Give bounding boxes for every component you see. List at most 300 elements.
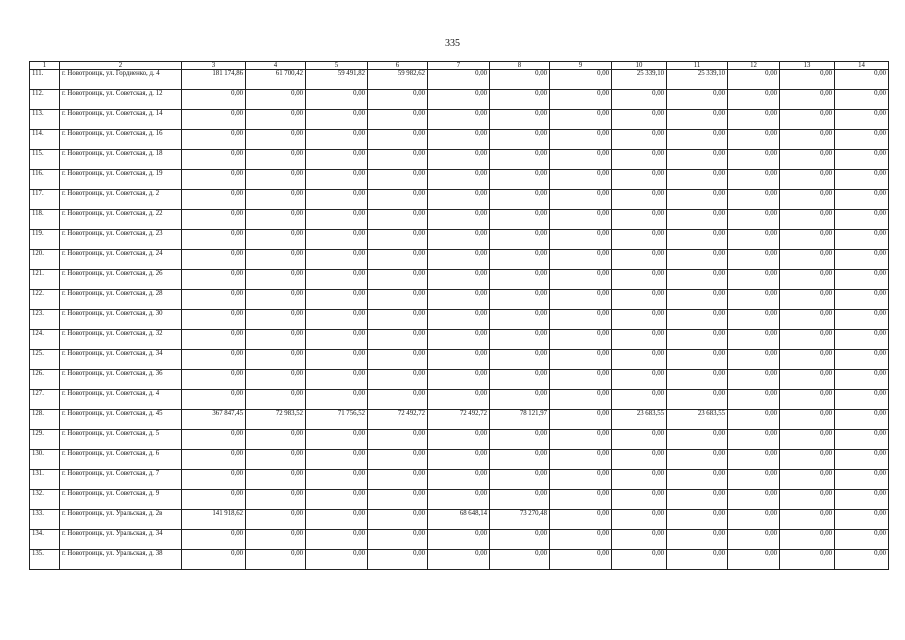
amount-cell: 0,00 — [428, 70, 490, 90]
amount-cell: 0,00 — [306, 310, 368, 330]
amount-cell: 0,00 — [667, 170, 728, 190]
amount-cell: 0,00 — [612, 310, 667, 330]
amount-cell: 0,00 — [368, 390, 428, 410]
amount-cell: 0,00 — [368, 130, 428, 150]
amount-cell: 0,00 — [780, 130, 835, 150]
amount-cell: 0,00 — [835, 290, 889, 310]
amount-cell: 0,00 — [780, 530, 835, 550]
amount-cell: 0,00 — [246, 330, 306, 350]
address-cell: г. Новотроицк, ул. Советская, д. 30 — [60, 310, 182, 330]
amount-cell: 0,00 — [182, 470, 246, 490]
amount-cell: 0,00 — [306, 210, 368, 230]
amount-cell: 0,00 — [667, 310, 728, 330]
table-row — [30, 130, 889, 150]
table-row — [30, 110, 889, 130]
amount-cell: 0,00 — [835, 430, 889, 450]
amount-cell: 181 174,86 — [182, 70, 246, 90]
amount-cell: 0,00 — [612, 510, 667, 530]
row-number-cell: 122. — [30, 290, 60, 310]
amount-cell: 0,00 — [612, 290, 667, 310]
amount-cell: 0,00 — [246, 190, 306, 210]
amount-cell: 0,00 — [780, 250, 835, 270]
amount-cell: 0,00 — [780, 270, 835, 290]
amount-cell: 0,00 — [728, 410, 780, 430]
amount-cell: 0,00 — [667, 330, 728, 350]
amount-cell: 0,00 — [728, 210, 780, 230]
row-number-cell: 126. — [30, 370, 60, 390]
table-row — [30, 210, 889, 230]
amount-cell: 0,00 — [428, 290, 490, 310]
amount-cell: 0,00 — [667, 370, 728, 390]
amount-cell: 0,00 — [550, 110, 612, 130]
amount-cell: 0,00 — [612, 350, 667, 370]
address-cell: г. Новотроицк, ул. Советская, д. 32 — [60, 330, 182, 350]
amount-cell: 0,00 — [490, 290, 550, 310]
amount-cell: 0,00 — [612, 90, 667, 110]
amount-cell: 23 683,55 — [667, 410, 728, 430]
row-number-cell: 131. — [30, 470, 60, 490]
amount-cell: 0,00 — [490, 350, 550, 370]
amount-cell: 0,00 — [835, 270, 889, 290]
row-number-cell: 115. — [30, 150, 60, 170]
amount-cell: 0,00 — [780, 350, 835, 370]
amount-cell: 0,00 — [667, 90, 728, 110]
amount-cell: 0,00 — [612, 330, 667, 350]
amount-cell: 0,00 — [667, 130, 728, 150]
amount-cell: 0,00 — [550, 90, 612, 110]
amount-cell: 0,00 — [428, 390, 490, 410]
amount-cell: 0,00 — [728, 310, 780, 330]
amount-cell: 0,00 — [490, 530, 550, 550]
amount-cell: 72 492,72 — [368, 410, 428, 430]
row-number-cell: 121. — [30, 270, 60, 290]
amount-cell: 0,00 — [550, 350, 612, 370]
amount-cell: 0,00 — [612, 230, 667, 250]
amount-cell: 0,00 — [490, 390, 550, 410]
amount-cell: 0,00 — [550, 130, 612, 150]
amount-cell: 0,00 — [368, 210, 428, 230]
amount-cell: 0,00 — [835, 510, 889, 530]
amount-cell: 0,00 — [428, 250, 490, 270]
amount-cell: 0,00 — [368, 270, 428, 290]
amount-cell: 0,00 — [728, 370, 780, 390]
column-header-10: 10 — [612, 62, 667, 70]
table-row — [30, 230, 889, 250]
amount-cell: 0,00 — [550, 490, 612, 510]
amount-cell: 0,00 — [182, 490, 246, 510]
amount-cell: 0,00 — [728, 150, 780, 170]
amount-cell: 0,00 — [780, 90, 835, 110]
amount-cell: 0,00 — [428, 470, 490, 490]
amount-cell: 0,00 — [550, 230, 612, 250]
amount-cell: 0,00 — [835, 310, 889, 330]
amount-cell: 0,00 — [246, 230, 306, 250]
table-row — [30, 90, 889, 110]
amount-cell: 0,00 — [780, 550, 835, 570]
amount-cell: 0,00 — [246, 530, 306, 550]
amount-cell: 0,00 — [612, 210, 667, 230]
column-header-11: 11 — [667, 62, 728, 70]
address-cell: г. Новотроицк, ул. Уральская, д. 38 — [60, 550, 182, 570]
amount-cell: 0,00 — [728, 350, 780, 370]
amount-cell: 0,00 — [835, 130, 889, 150]
amount-cell: 0,00 — [246, 130, 306, 150]
amount-cell: 0,00 — [306, 230, 368, 250]
amount-cell: 0,00 — [780, 210, 835, 230]
amount-cell: 0,00 — [667, 530, 728, 550]
data-table — [29, 61, 889, 570]
amount-cell: 0,00 — [246, 510, 306, 530]
page-number: 335 — [445, 38, 460, 49]
amount-cell: 0,00 — [246, 110, 306, 130]
amount-cell: 0,00 — [182, 390, 246, 410]
amount-cell: 0,00 — [550, 250, 612, 270]
amount-cell: 0,00 — [550, 330, 612, 350]
amount-cell: 59 491,82 — [306, 70, 368, 90]
address-cell: г. Новотроицк, ул. Советская, д. 19 — [60, 170, 182, 190]
amount-cell: 0,00 — [490, 550, 550, 570]
address-cell: г. Новотроицк, ул. Советская, д. 7 — [60, 470, 182, 490]
amount-cell: 0,00 — [612, 250, 667, 270]
amount-cell: 0,00 — [306, 330, 368, 350]
amount-cell: 0,00 — [550, 450, 612, 470]
amount-cell: 0,00 — [306, 510, 368, 530]
amount-cell: 0,00 — [550, 470, 612, 490]
amount-cell: 0,00 — [182, 150, 246, 170]
amount-cell: 0,00 — [246, 170, 306, 190]
amount-cell: 0,00 — [728, 130, 780, 150]
amount-cell: 0,00 — [306, 430, 368, 450]
amount-cell: 0,00 — [428, 490, 490, 510]
amount-cell: 0,00 — [182, 250, 246, 270]
amount-cell: 0,00 — [490, 250, 550, 270]
column-header-7: 7 — [428, 62, 490, 70]
amount-cell: 0,00 — [835, 330, 889, 350]
table-row — [30, 70, 889, 90]
amount-cell: 0,00 — [428, 310, 490, 330]
amount-cell: 0,00 — [182, 270, 246, 290]
amount-cell: 0,00 — [490, 170, 550, 190]
amount-cell: 0,00 — [368, 110, 428, 130]
amount-cell: 0,00 — [246, 490, 306, 510]
row-number-cell: 116. — [30, 170, 60, 190]
amount-cell: 0,00 — [246, 310, 306, 330]
address-cell: г. Новотроицк, ул. Советская, д. 36 — [60, 370, 182, 390]
amount-cell: 0,00 — [182, 130, 246, 150]
amount-cell: 0,00 — [550, 390, 612, 410]
amount-cell: 0,00 — [550, 550, 612, 570]
amount-cell: 0,00 — [368, 450, 428, 470]
table-row — [30, 350, 889, 370]
amount-cell: 0,00 — [246, 290, 306, 310]
row-number-cell: 128. — [30, 410, 60, 430]
amount-cell: 0,00 — [306, 290, 368, 310]
amount-cell: 0,00 — [490, 450, 550, 470]
row-number-cell: 113. — [30, 110, 60, 130]
amount-cell: 0,00 — [182, 210, 246, 230]
amount-cell: 23 683,55 — [612, 410, 667, 430]
amount-cell: 0,00 — [667, 270, 728, 290]
amount-cell: 0,00 — [306, 550, 368, 570]
amount-cell: 0,00 — [835, 390, 889, 410]
amount-cell: 0,00 — [306, 150, 368, 170]
amount-cell: 0,00 — [835, 370, 889, 390]
amount-cell: 0,00 — [182, 90, 246, 110]
address-cell: г. Новотроицк, ул. Уральская, д. 34 — [60, 530, 182, 550]
amount-cell: 0,00 — [428, 550, 490, 570]
amount-cell: 0,00 — [490, 70, 550, 90]
amount-cell: 0,00 — [428, 270, 490, 290]
amount-cell: 0,00 — [728, 490, 780, 510]
amount-cell: 0,00 — [306, 170, 368, 190]
amount-cell: 0,00 — [368, 510, 428, 530]
amount-cell: 0,00 — [728, 530, 780, 550]
amount-cell: 0,00 — [550, 190, 612, 210]
amount-cell: 0,00 — [550, 210, 612, 230]
amount-cell: 0,00 — [728, 250, 780, 270]
amount-cell: 0,00 — [306, 470, 368, 490]
amount-cell: 0,00 — [182, 190, 246, 210]
amount-cell: 0,00 — [835, 490, 889, 510]
amount-cell: 0,00 — [428, 90, 490, 110]
amount-cell: 0,00 — [246, 430, 306, 450]
amount-cell: 0,00 — [728, 110, 780, 130]
column-header-9: 9 — [550, 62, 612, 70]
amount-cell: 0,00 — [368, 310, 428, 330]
row-number-cell: 117. — [30, 190, 60, 210]
row-number-cell: 111. — [30, 70, 60, 90]
amount-cell: 0,00 — [368, 470, 428, 490]
amount-cell: 0,00 — [835, 230, 889, 250]
amount-cell: 0,00 — [306, 370, 368, 390]
amount-cell: 0,00 — [428, 330, 490, 350]
amount-cell: 0,00 — [368, 530, 428, 550]
amount-cell: 0,00 — [667, 210, 728, 230]
amount-cell: 0,00 — [728, 270, 780, 290]
amount-cell: 0,00 — [182, 350, 246, 370]
table-row — [30, 310, 889, 330]
amount-cell: 71 756,52 — [306, 410, 368, 430]
row-number-cell: 124. — [30, 330, 60, 350]
amount-cell: 72 492,72 — [428, 410, 490, 430]
amount-cell: 0,00 — [550, 310, 612, 330]
amount-cell: 59 982,62 — [368, 70, 428, 90]
amount-cell: 0,00 — [835, 110, 889, 130]
amount-cell: 0,00 — [182, 110, 246, 130]
amount-cell: 0,00 — [612, 530, 667, 550]
address-cell: г. Новотроицк, ул. Советская, д. 23 — [60, 230, 182, 250]
amount-cell: 0,00 — [728, 230, 780, 250]
table-row — [30, 330, 889, 350]
amount-cell: 0,00 — [728, 170, 780, 190]
amount-cell: 72 983,52 — [246, 410, 306, 430]
amount-cell: 0,00 — [612, 470, 667, 490]
amount-cell: 0,00 — [368, 330, 428, 350]
table-header — [30, 62, 889, 70]
row-number-cell: 127. — [30, 390, 60, 410]
amount-cell: 0,00 — [428, 210, 490, 230]
amount-cell: 0,00 — [428, 130, 490, 150]
amount-cell: 0,00 — [835, 150, 889, 170]
amount-cell: 0,00 — [368, 490, 428, 510]
address-cell: г. Новотроицк, ул. Советская, д. 9 — [60, 490, 182, 510]
amount-cell: 0,00 — [428, 110, 490, 130]
amount-cell: 0,00 — [246, 390, 306, 410]
table-row — [30, 490, 889, 510]
amount-cell: 25 339,10 — [667, 70, 728, 90]
amount-cell: 0,00 — [490, 330, 550, 350]
column-header-5: 5 — [306, 62, 368, 70]
amount-cell: 0,00 — [182, 170, 246, 190]
amount-cell: 0,00 — [667, 290, 728, 310]
amount-cell: 0,00 — [550, 170, 612, 190]
row-number-cell: 135. — [30, 550, 60, 570]
amount-cell: 0,00 — [612, 110, 667, 130]
amount-cell: 78 121,97 — [490, 410, 550, 430]
amount-cell: 0,00 — [612, 190, 667, 210]
amount-cell: 0,00 — [835, 70, 889, 90]
amount-cell: 0,00 — [667, 470, 728, 490]
amount-cell: 0,00 — [306, 90, 368, 110]
row-number-cell: 112. — [30, 90, 60, 110]
amount-cell: 0,00 — [780, 510, 835, 530]
amount-cell: 0,00 — [667, 550, 728, 570]
amount-cell: 0,00 — [550, 530, 612, 550]
address-cell: г. Новотроицк, ул. Советская, д. 12 — [60, 90, 182, 110]
amount-cell: 0,00 — [835, 350, 889, 370]
table-row — [30, 530, 889, 550]
address-cell: г. Новотроицк, ул. Советская, д. 14 — [60, 110, 182, 130]
amount-cell: 0,00 — [835, 170, 889, 190]
amount-cell: 0,00 — [780, 190, 835, 210]
amount-cell: 0,00 — [368, 150, 428, 170]
amount-cell: 0,00 — [428, 370, 490, 390]
amount-cell: 0,00 — [490, 230, 550, 250]
row-number-cell: 119. — [30, 230, 60, 250]
amount-cell: 0,00 — [550, 270, 612, 290]
amount-cell: 0,00 — [612, 270, 667, 290]
amount-cell: 0,00 — [182, 430, 246, 450]
amount-cell: 0,00 — [428, 530, 490, 550]
amount-cell: 0,00 — [182, 550, 246, 570]
table-row — [30, 150, 889, 170]
amount-cell: 0,00 — [728, 90, 780, 110]
amount-cell: 0,00 — [780, 170, 835, 190]
amount-cell: 0,00 — [728, 290, 780, 310]
amount-cell: 0,00 — [612, 430, 667, 450]
amount-cell: 0,00 — [780, 410, 835, 430]
table-row — [30, 270, 889, 290]
amount-cell: 0,00 — [306, 490, 368, 510]
amount-cell: 0,00 — [550, 510, 612, 530]
amount-cell: 0,00 — [368, 350, 428, 370]
row-number-cell: 132. — [30, 490, 60, 510]
amount-cell: 0,00 — [612, 370, 667, 390]
table-row — [30, 250, 889, 270]
amount-cell: 0,00 — [835, 90, 889, 110]
table-row — [30, 370, 889, 390]
amount-cell: 61 700,42 — [246, 70, 306, 90]
table-row — [30, 190, 889, 210]
amount-cell: 0,00 — [246, 550, 306, 570]
amount-cell: 0,00 — [490, 270, 550, 290]
column-header-2: 2 — [60, 62, 182, 70]
amount-cell: 0,00 — [306, 390, 368, 410]
column-header-13: 13 — [780, 62, 835, 70]
address-cell: г. Новотроицк, ул. Советская, д. 6 — [60, 450, 182, 470]
table-body — [30, 70, 889, 570]
amount-cell: 0,00 — [728, 470, 780, 490]
amount-cell: 0,00 — [550, 410, 612, 430]
column-header-3: 3 — [182, 62, 246, 70]
row-number-cell: 130. — [30, 450, 60, 470]
column-header-12: 12 — [728, 62, 780, 70]
amount-cell: 0,00 — [246, 250, 306, 270]
amount-cell: 0,00 — [368, 190, 428, 210]
amount-cell: 0,00 — [368, 250, 428, 270]
amount-cell: 0,00 — [490, 370, 550, 390]
table-row — [30, 510, 889, 530]
address-cell: г. Новотроицк, ул. Советская, д. 45 — [60, 410, 182, 430]
table-row — [30, 390, 889, 410]
amount-cell: 0,00 — [780, 370, 835, 390]
amount-cell: 0,00 — [368, 370, 428, 390]
amount-cell: 0,00 — [306, 450, 368, 470]
amount-cell: 0,00 — [780, 110, 835, 130]
row-number-cell: 114. — [30, 130, 60, 150]
amount-cell: 0,00 — [835, 410, 889, 430]
amount-cell: 0,00 — [667, 190, 728, 210]
table-row — [30, 430, 889, 450]
amount-cell: 0,00 — [728, 330, 780, 350]
amount-cell: 0,00 — [612, 550, 667, 570]
amount-cell: 0,00 — [835, 250, 889, 270]
amount-cell: 0,00 — [246, 210, 306, 230]
amount-cell: 0,00 — [667, 450, 728, 470]
amount-cell: 0,00 — [490, 310, 550, 330]
table-row — [30, 170, 889, 190]
amount-cell: 0,00 — [490, 490, 550, 510]
address-cell: г. Новотроицк, ул. Советская, д. 5 — [60, 430, 182, 450]
amount-cell: 0,00 — [835, 470, 889, 490]
amount-cell: 0,00 — [306, 350, 368, 370]
amount-cell: 0,00 — [728, 550, 780, 570]
column-header-8: 8 — [490, 62, 550, 70]
amount-cell: 0,00 — [306, 530, 368, 550]
amount-cell: 0,00 — [550, 290, 612, 310]
amount-cell: 0,00 — [728, 450, 780, 470]
amount-cell: 68 648,14 — [428, 510, 490, 530]
amount-cell: 0,00 — [306, 250, 368, 270]
amount-cell: 0,00 — [667, 510, 728, 530]
amount-cell: 0,00 — [246, 450, 306, 470]
amount-cell: 0,00 — [780, 430, 835, 450]
amount-cell: 0,00 — [182, 230, 246, 250]
row-number-cell: 118. — [30, 210, 60, 230]
amount-cell: 0,00 — [490, 470, 550, 490]
amount-cell: 0,00 — [667, 430, 728, 450]
amount-cell: 0,00 — [368, 170, 428, 190]
row-number-cell: 125. — [30, 350, 60, 370]
amount-cell: 0,00 — [428, 450, 490, 470]
table-row — [30, 290, 889, 310]
amount-cell: 0,00 — [428, 350, 490, 370]
amount-cell: 0,00 — [490, 90, 550, 110]
amount-cell: 0,00 — [428, 190, 490, 210]
amount-cell: 0,00 — [612, 450, 667, 470]
address-cell: г. Новотроицк, ул. Советская, д. 26 — [60, 270, 182, 290]
amount-cell: 0,00 — [550, 70, 612, 90]
